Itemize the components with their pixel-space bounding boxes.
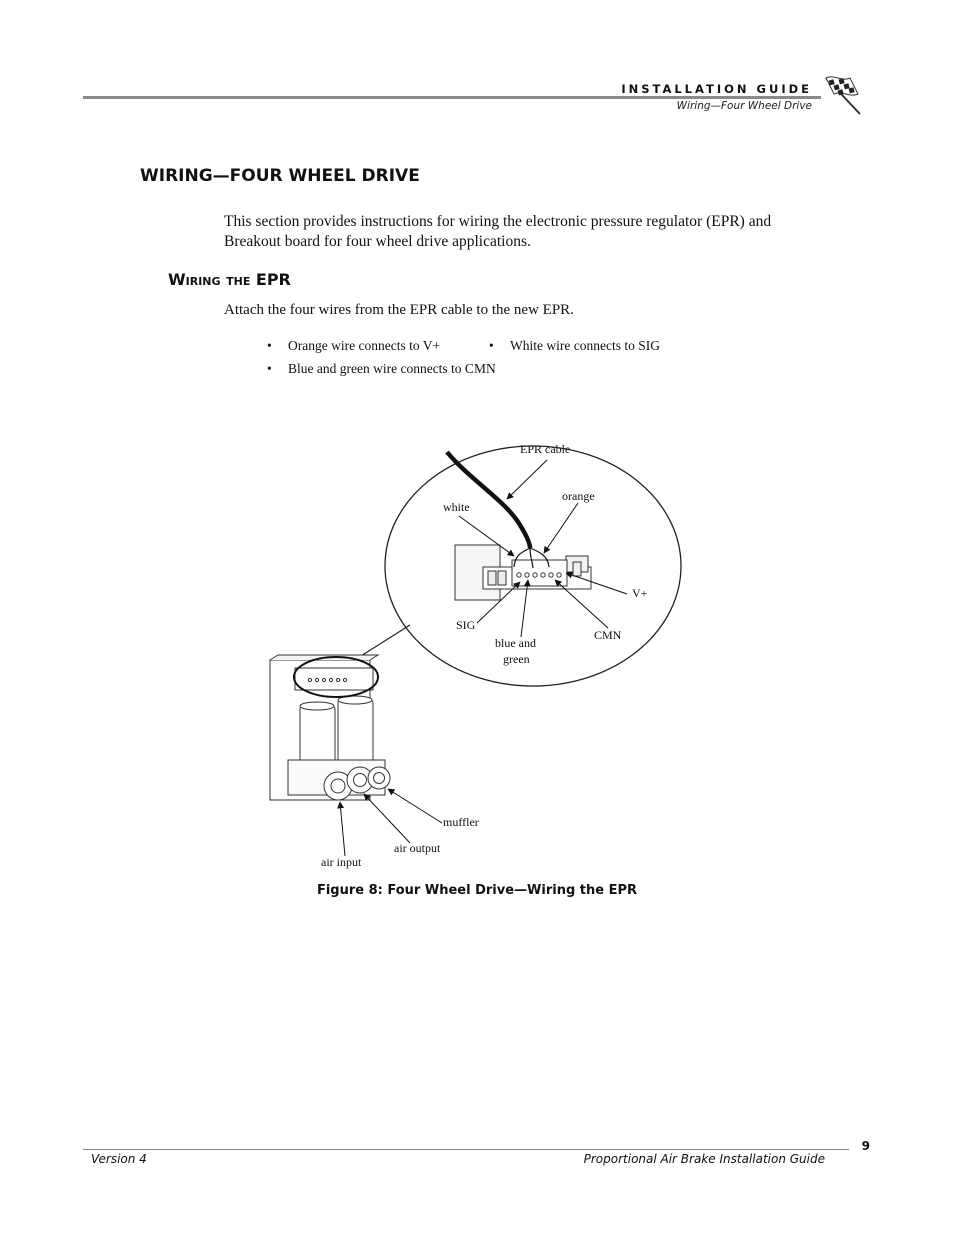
subsection-heading: Wiring the EPR xyxy=(168,270,291,289)
header-subtitle: Wiring—Four Wheel Drive xyxy=(676,100,812,112)
arrow-air-output xyxy=(364,794,410,843)
label-cmn: CMN xyxy=(594,628,622,642)
epr-device xyxy=(270,655,390,800)
bullet-icon: • xyxy=(489,338,494,353)
label-blue-green-2: green xyxy=(503,652,530,666)
label-epr-cable: EPR cable xyxy=(520,442,571,456)
footer-rule xyxy=(83,1149,849,1150)
label-air-output: air output xyxy=(394,841,441,855)
label-white: white xyxy=(443,500,470,514)
arrow-air-input xyxy=(340,802,345,856)
footer-version: Version 4 xyxy=(91,1152,147,1166)
bullet-text: White wire connects to SIG xyxy=(510,338,660,353)
bullet-icon: • xyxy=(267,338,272,353)
subsection-text: Attach the four wires from the EPR cable to the new EPR. xyxy=(224,302,574,318)
label-vplus: V+ xyxy=(632,586,648,600)
header-title: INSTALLATION GUIDE xyxy=(621,82,812,96)
section-intro: This section provides instructions for wiring the electronic pressure regulator (EPR) and Breakout board for four wheel drive applications. xyxy=(224,213,772,250)
label-sig: SIG xyxy=(456,618,476,632)
bullet-text: Orange wire connects to V+ xyxy=(288,338,441,353)
section-heading: WIRING—FOUR WHEEL DRIVE xyxy=(140,166,420,186)
figure-caption: Figure 8: Four Wheel Drive—Wiring the EPR xyxy=(316,883,638,898)
arrow-muffler xyxy=(388,789,442,823)
label-orange: orange xyxy=(562,489,595,503)
page-number: 9 xyxy=(861,1139,870,1153)
bullet-text: Blue and green wire connects to CMN xyxy=(288,361,496,376)
footer-doc-title: Proportional Air Brake Installation Guide xyxy=(583,1152,825,1166)
label-blue-green-1: blue and xyxy=(495,636,536,650)
label-air-input: air input xyxy=(321,855,362,869)
bullet-icon: • xyxy=(267,361,272,376)
label-muffler: muffler xyxy=(443,815,479,829)
